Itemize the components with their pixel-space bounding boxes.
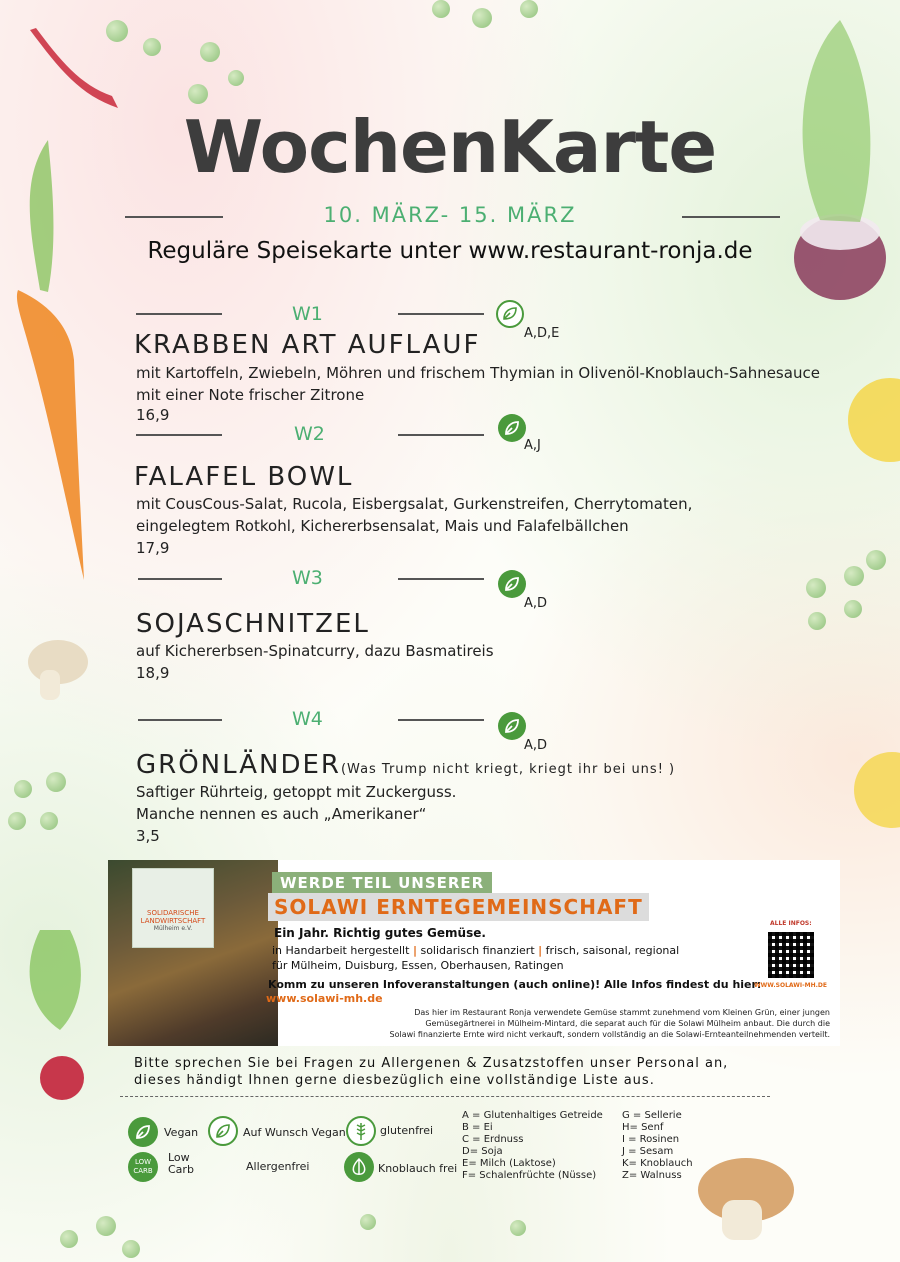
booklet-title: LANDWIRTSCHAFT [140, 917, 206, 925]
allergen-code: A = Glutenhaltiges Getreide [462, 1110, 603, 1121]
low-carb-badge-text: LOW CARB [133, 1158, 153, 1175]
leaf-icon [498, 570, 526, 598]
description-line: auf Kichererbsen-Spinatcurry, dazu Basmatireis [136, 642, 494, 660]
divider [138, 719, 222, 721]
allergen-code: F= Schalenfrüchte (Nüsse) [462, 1170, 597, 1181]
allergen-code: G = Sellerie [622, 1110, 682, 1121]
description-line: Manche nennen es auch „Amerikaner“ [136, 805, 427, 823]
qr-label: ALLE INFOS: [770, 920, 812, 927]
dish-price: 16,9 [136, 406, 170, 424]
dish-price: 18,9 [136, 664, 170, 682]
description-line: mit Kartoffeln, Zwiebeln, Möhren und frischem Thymian in Olivenöl-Knoblauch-Sahnesauce [136, 364, 820, 382]
dish-name-text: KRABBEN ART AUFLAUF [134, 330, 481, 360]
leaf-icon [498, 712, 526, 740]
divider [136, 434, 222, 436]
separator: | [412, 944, 417, 957]
solawi-booklet-image [132, 868, 214, 948]
allergen-code: I = Rosinen [622, 1134, 680, 1145]
legend-gluten-free: glutenfrei [380, 1124, 434, 1137]
banner-line: Komm zu unseren Infoveranstaltungen (auch online)! Alle Infos findest du hier: [268, 978, 762, 991]
dish-name [134, 462, 353, 492]
fineprint-line: Gemüsegärtnerei in Mülheim-Mintard, die separat auch für die Solawi Mülheim anbaut. Die durch die [425, 1019, 830, 1028]
banner-feature: in Handarbeit hergestellt [272, 944, 410, 957]
banner-headline: Ein Jahr. Richtig gutes Gemüse. [274, 926, 486, 940]
banner-heading: SOLAWI ERNTEGEMEINSCHAFT [268, 893, 649, 921]
divider [398, 313, 484, 315]
legend-on-request-vegan: Auf Wunsch Vegan [243, 1126, 346, 1139]
leaf-icon [498, 414, 526, 442]
dish-name [136, 750, 675, 780]
dish-note: (Was Trump nicht kriegt, kriegt ihr bei uns! ) [340, 762, 676, 777]
qr-code[interactable] [768, 932, 814, 978]
allergen-code: D= Soja [462, 1146, 503, 1157]
allergen-codes: A,J [524, 438, 541, 453]
allergy-note-line: dieses händigt Ihnen gerne diesbezüglich eine vollständige Liste aus. [134, 1073, 655, 1088]
week-label: W1 [292, 303, 323, 325]
on-request-vegan-icon [208, 1116, 238, 1146]
banner-feature: solidarisch finanziert [420, 944, 535, 957]
solawi-link[interactable]: www.solawi-mh.de [266, 992, 383, 1005]
banner-line [272, 944, 679, 957]
booklet-title: SOLIDARISCHE [147, 909, 199, 917]
page-title: WochenKarte [183, 105, 717, 189]
allergen-code: H= Senf [622, 1122, 664, 1133]
divider [398, 578, 484, 580]
week-label: W3 [292, 567, 323, 589]
dish-name [136, 609, 370, 639]
dish-price: 3,5 [136, 827, 160, 845]
dish-name [134, 330, 480, 360]
divider [138, 578, 222, 580]
description-line: mit CousCous-Salat, Rucola, Eisbergsalat, Gurkenstreifen, Cherrytomaten, [136, 495, 693, 513]
legend-garlic-free: Knoblauch frei [378, 1162, 458, 1175]
dish-description [136, 640, 494, 662]
date-range: 10. MÄRZ- 15. MÄRZ [323, 203, 577, 227]
regular-menu-link-text: Reguläre Speisekarte unter www.restaurant-ronja.de [147, 238, 753, 264]
banner-tagline: WERDE TEIL UNSERER [272, 872, 492, 894]
legend-low-carb [168, 1152, 194, 1176]
qr-url-label: WWW.SOLAWI-MH.DE [754, 982, 827, 989]
booklet-subtitle: Mülheim e.V. [153, 925, 193, 932]
allergen-code-list [462, 1110, 603, 1182]
separator: | [538, 944, 543, 957]
banner-line: für Mülheim, Duisburg, Essen, Oberhausen, Ratingen [272, 959, 564, 972]
garlic-free-icon [344, 1152, 374, 1182]
allergen-codes: A,D,E [524, 326, 560, 341]
legend-allergen-free: Allergenfrei [246, 1160, 310, 1173]
dish-price: 17,9 [136, 539, 170, 557]
fineprint-line: Solawi finanzierte Ernte wird nicht verkauft, sondern vollständig an die Solawi-Ernteanteilnehmenden verteilt. [389, 1030, 830, 1039]
divider [120, 1096, 770, 1097]
gluten-free-icon [346, 1116, 376, 1146]
description-line: mit einer Note frischer Zitrone [136, 386, 365, 404]
allergen-codes: A,D [524, 738, 548, 753]
banner-fineprint [300, 1007, 830, 1040]
legend-vegan: Vegan [164, 1126, 199, 1139]
vegan-icon [128, 1117, 158, 1147]
week-label: W2 [294, 423, 325, 445]
allergen-codes: A,D [524, 596, 548, 611]
week-label: W4 [292, 708, 323, 730]
description-line: Saftiger Rührteig, getoppt mit Zuckerguss. [136, 783, 457, 801]
low-carb-label: Carb [168, 1163, 194, 1176]
fineprint-line: Das hier im Restaurant Ronja verwendete Gemüse stammt zunehmend vom Kleinen Grün, einer jungen [414, 1008, 830, 1017]
allergen-code: K= Knoblauch [622, 1158, 693, 1169]
allergen-code: E= Milch (Laktose) [462, 1158, 556, 1169]
dish-name-text: GRÖNLÄNDER [136, 750, 341, 780]
dish-name-text: SOJASCHNITZEL [136, 609, 370, 639]
allergen-code: C = Erdnuss [462, 1134, 524, 1145]
allergy-note [134, 1055, 728, 1089]
banner-feature: frisch, saisonal, regional [545, 944, 680, 957]
dish-name-text: FALAFEL BOWL [134, 462, 354, 492]
dish-description [136, 493, 692, 537]
divider [398, 719, 484, 721]
allergen-code: J = Sesam [622, 1146, 674, 1157]
dish-description [136, 362, 820, 406]
low-carb-label: Low [168, 1151, 190, 1164]
allergy-note-line: Bitte sprechen Sie bei Fragen zu Allergenen & Zusatzstoffen unser Personal an, [134, 1056, 729, 1071]
leaf-icon [496, 300, 524, 328]
dish-description [136, 781, 456, 825]
allergen-code: B = Ei [462, 1122, 493, 1133]
allergen-code-list [622, 1110, 693, 1182]
description-line: eingelegtem Rotkohl, Kichererbsensalat, Mais und Falafelbällchen [136, 517, 629, 535]
divider [398, 434, 484, 436]
low-carb-icon [128, 1152, 158, 1182]
allergen-code: Z= Walnuss [622, 1170, 682, 1181]
divider [136, 313, 222, 315]
